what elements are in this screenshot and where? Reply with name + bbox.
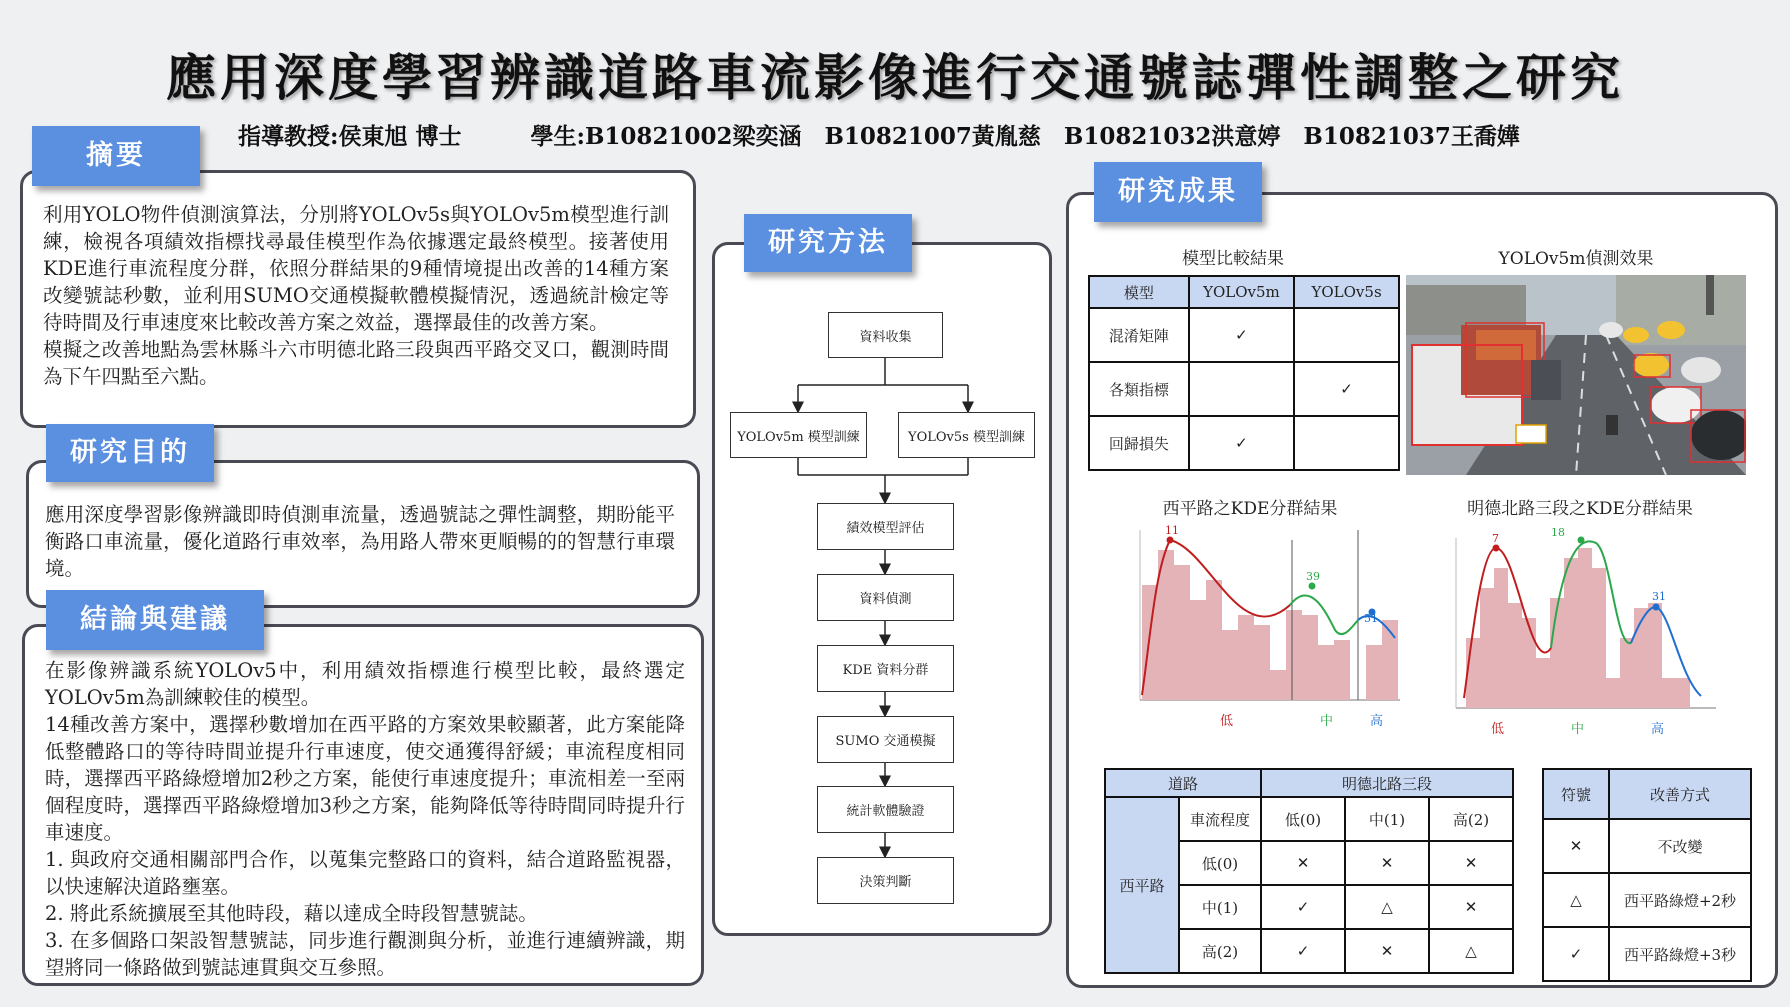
compare-row-label: 混淆矩陣 (1089, 308, 1189, 362)
kde-mingde-chart (1446, 528, 1726, 738)
west-peak-high: 51 (1364, 612, 1378, 625)
compare-header-model: 模型 (1089, 276, 1189, 308)
abstract-heading: 摘要 (32, 126, 200, 186)
mingde-label-high: 高 (1651, 722, 1665, 737)
conclusion-line-5: 3. 在多個路口架設智慧號誌，同步進行觀測與分析，並進行連續辨識，期望將同一條路做到號誌連貫與交互參照。 (45, 929, 685, 979)
method-panel (712, 242, 1052, 936)
purpose-heading: 研究目的 (46, 424, 214, 482)
conclusion-line-4: 2. 將此系統擴展至其他時段，藉以達成全時段智慧號誌。 (45, 902, 538, 925)
legend-text: 西平路綠燈+3秒 (1609, 927, 1751, 981)
detect-caption: YOLOv5m偵測效果 (1498, 249, 1654, 269)
abstract-panel (20, 170, 696, 428)
results-heading: 研究成果 (1094, 162, 1262, 222)
conclusion-heading: 結論與建議 (46, 590, 264, 650)
compare-cell (1294, 416, 1399, 470)
cross-icon: ✕ (1345, 841, 1429, 885)
west-peak-low: 11 (1165, 524, 1179, 537)
scenario-row-header: 低(0) (1179, 841, 1261, 885)
compare-header-yolov5s: YOLOv5s (1294, 276, 1399, 308)
legend-text: 西平路綠燈+2秒 (1609, 873, 1751, 927)
kde-west-chart (1130, 520, 1410, 730)
step-train-yolov5s: YOLOv5s 模型訓練 (898, 412, 1035, 458)
check-icon: ✓ (1261, 885, 1345, 929)
yolo-detection-photo (1406, 275, 1746, 475)
step-data-detection: 資料偵測 (817, 574, 954, 621)
conclusion-panel (22, 624, 704, 986)
abstract-line-1: 利用YOLO物件偵測演算法，分別將YOLOv5s與YOLOv5m模型進行訓練，檢視各項績效指標找尋最佳模型作為依據選定最終模型。接著使用KDE進行車流程度分群，依照分群結果的9種情境提出改善的14種方案改變號誌秒數，並利用SUMO交通模擬軟體模擬情況，透過統計檢定等待時間及行車速度來比較改善方案之效益，選擇最佳的改善方案。 (43, 203, 669, 334)
step-train-yolov5m: YOLOv5m 模型訓練 (730, 412, 867, 458)
compare-cell (1189, 362, 1294, 416)
scenario-col-road: 明德北路三段 (1261, 769, 1513, 797)
west-peak-mid: 39 (1306, 570, 1320, 583)
conclusion-line-1: 在影像辨識系統YOLOv5中，利用績效指標進行模型比較，最終選定YOLOv5m為訓練較佳的模型。 (45, 659, 685, 709)
cross-icon: ✕ (1543, 819, 1609, 873)
compare-row-label: 回歸損失 (1089, 416, 1189, 470)
scenario-col-header: 高(2) (1429, 797, 1513, 841)
scenario-col-header: 中(1) (1345, 797, 1429, 841)
check-icon: ✓ (1189, 416, 1294, 470)
scenario-col-header: 低(0) (1261, 797, 1345, 841)
authors-line: 指導教授:侯東旭 博士 學生:B10821002梁奕涵 B10821007黃胤慈 B10821032洪意婷 B10821037王喬嬅 (238, 123, 1520, 150)
legend-table (1542, 768, 1752, 982)
abstract-line-2: 模擬之改善地點為雲林縣斗六市明德北路三段與西平路交叉口，觀測時間為下午四點至六點。 (43, 338, 669, 388)
poster-title: 應用深度學習辨識道路車流影像進行交通號誌彈性調整之研究 (166, 48, 1624, 107)
mingde-peak-low: 7 (1492, 532, 1499, 545)
step-sumo-simulation: SUMO 交通模擬 (817, 716, 954, 763)
west-label-low: 低 (1220, 714, 1234, 729)
scenario-row-header: 高(2) (1179, 929, 1261, 973)
purpose-text: 應用深度學習影像辨識即時偵測車流量，透過號誌之彈性調整，期盼能平衡路口車流量，優化道路行車效率，為用路人帶來更順暢的的智慧行車環境。 (45, 503, 675, 580)
mingde-peak-mid: 18 (1551, 528, 1565, 539)
cross-icon: ✕ (1345, 929, 1429, 973)
mingde-peak-high: 31 (1652, 590, 1666, 603)
check-icon: ✓ (1543, 927, 1609, 981)
step-model-evaluation: 績效模型評估 (817, 503, 954, 550)
model-compare-table (1088, 275, 1400, 471)
mingde-label-low: 低 (1491, 722, 1505, 737)
compare-caption: 模型比較結果 (1182, 249, 1284, 269)
conclusion-text (45, 657, 685, 981)
west-label-high: 高 (1370, 714, 1384, 729)
step-data-collection: 資料收集 (828, 312, 943, 358)
cross-icon: ✕ (1429, 885, 1513, 929)
mingde-label-mid: 中 (1571, 722, 1585, 737)
check-icon: ✓ (1294, 362, 1399, 416)
legend-header-method: 改善方式 (1609, 769, 1751, 819)
scenario-row-header: 中(1) (1179, 885, 1261, 929)
legend-text: 不改變 (1609, 819, 1751, 873)
kde-west-caption: 西平路之KDE分群結果 (1162, 499, 1338, 519)
scenario-table (1104, 768, 1514, 974)
scenario-row-road: 西平路 (1105, 797, 1179, 973)
abstract-text (43, 201, 669, 390)
scenario-road-label: 道路 (1105, 769, 1261, 797)
triangle-icon: △ (1543, 873, 1609, 927)
step-decision: 決策判斷 (817, 857, 954, 904)
step-statistical-validation: 統計軟體驗證 (817, 786, 954, 833)
cross-icon: ✕ (1429, 841, 1513, 885)
conclusion-line-2: 14種改善方案中，選擇秒數增加在西平路的方案效果較顯著，此方案能降低整體路口的等待時間並提升行車速度，使交通獲得舒緩；車流程度相同時，選擇西平路綠燈增加2秒之方案，能使行車速度提升；車流相差一至兩個程度時，選擇西平路綠燈增加3秒之方案，能夠降低等待時間同時提升行車速度。 (45, 713, 685, 844)
method-heading: 研究方法 (744, 214, 912, 272)
triangle-icon: △ (1429, 929, 1513, 973)
step-kde-clustering: KDE 資料分群 (817, 645, 954, 692)
compare-header-yolov5m: YOLOv5m (1189, 276, 1294, 308)
west-label-mid: 中 (1320, 714, 1334, 729)
cross-icon: ✕ (1261, 841, 1345, 885)
conclusion-line-3: 1. 與政府交通相關部門合作，以蒐集完整路口的資料，結合道路監視器，以快速解決道路壅塞。 (45, 848, 685, 898)
compare-cell (1294, 308, 1399, 362)
legend-header-symbol: 符號 (1543, 769, 1609, 819)
compare-row-label: 各類指標 (1089, 362, 1189, 416)
purpose-panel (26, 460, 700, 608)
scenario-corner: 車流程度 (1179, 797, 1261, 841)
kde-mingde-caption: 明德北路三段之KDE分群結果 (1467, 499, 1693, 519)
check-icon: ✓ (1261, 929, 1345, 973)
triangle-icon: △ (1345, 885, 1429, 929)
check-icon: ✓ (1189, 308, 1294, 362)
